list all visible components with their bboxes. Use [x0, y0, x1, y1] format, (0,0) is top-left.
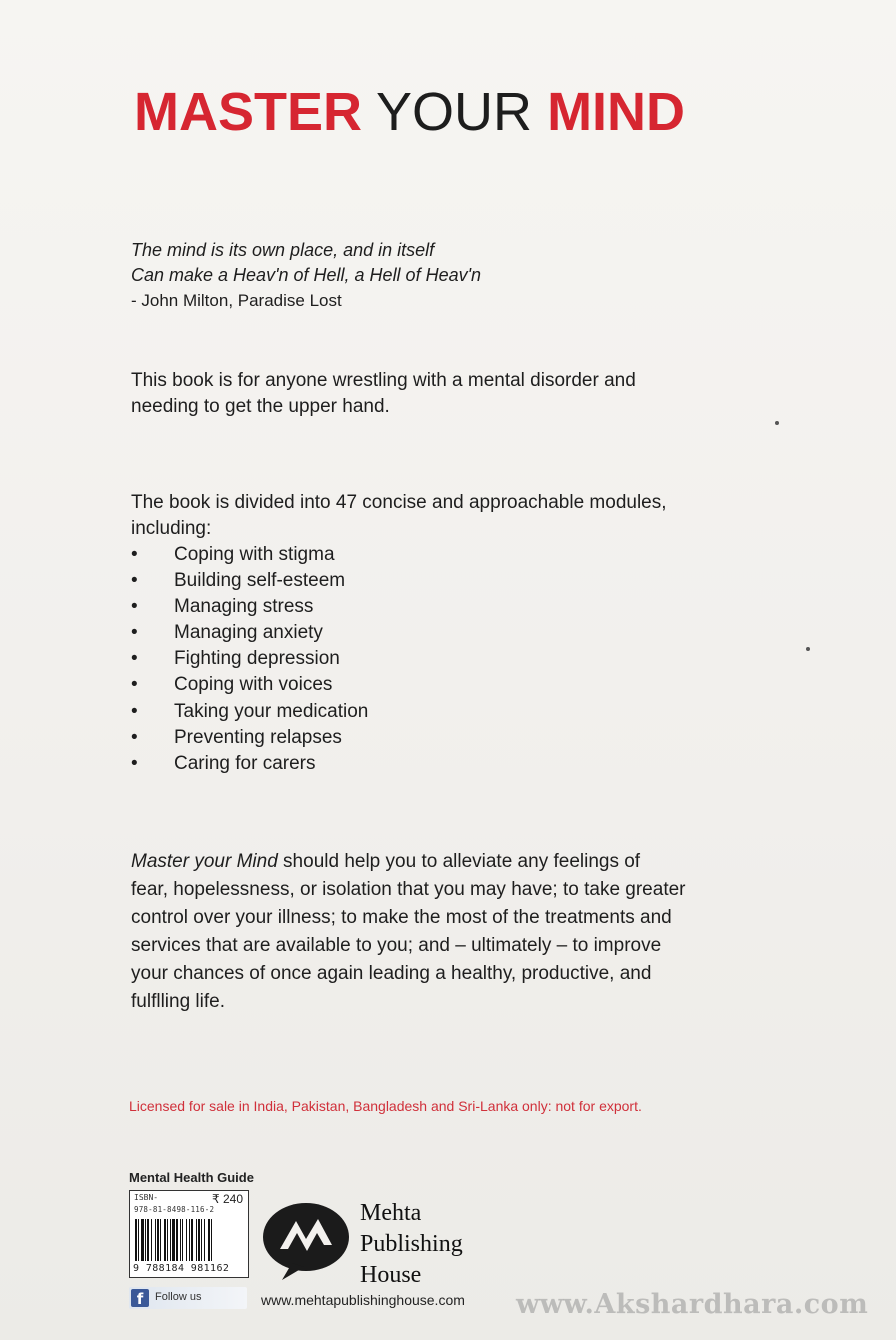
modules-lead-1: The book is divided into 47 concise and approachable modules, — [131, 492, 667, 513]
license-notice: Licensed for sale in India, Pakistan, Bangladesh and Sri-Lanka only: not for export. — [129, 1098, 642, 1114]
title-word-mind: MIND — [547, 82, 686, 142]
title-word-your: YOUR — [376, 82, 533, 142]
epigraph — [131, 238, 481, 313]
list-item: • Taking your medication — [131, 699, 771, 725]
closing-paragraph: Master your Mind should help you to alleviate any feelings of fear, hopelessness, or isolation that you may have; to take greater control over your illness; to make the most of the treatments and services that are available to you; and – ultimately – to improve your chances of once again leading a healthy, productive, and fulflling life. — [131, 851, 686, 1012]
quote-line-2: Can make a Heav'n of Hell, a Hell of Heav'n — [131, 265, 482, 285]
publisher-name: Mehta Publishing House — [360, 1200, 463, 1288]
list-item: • Fighting depression — [131, 646, 771, 672]
bullet: • — [131, 700, 138, 722]
isbn-label: ISBN- — [134, 1193, 159, 1202]
price-label: ₹ 240 — [212, 1192, 243, 1206]
series-label: Mental Health Guide — [129, 1170, 254, 1185]
modules-lead-2: including: — [131, 518, 212, 539]
facebook-follow-button[interactable] — [129, 1287, 247, 1309]
bullet: • — [131, 726, 138, 748]
list-item: • Managing anxiety — [131, 620, 771, 646]
bullet: • — [131, 596, 138, 618]
list-item: • Coping with voices — [131, 672, 771, 698]
bullet: • — [131, 622, 138, 644]
bullet: • — [131, 544, 138, 565]
intro-line-2: needing to get the upper hand. — [131, 396, 390, 417]
bullet: • — [131, 674, 138, 696]
follow-label: Follow us — [155, 1291, 202, 1303]
intro-paragraph — [131, 368, 771, 420]
paper-speck — [775, 421, 779, 425]
barcode-bars — [135, 1219, 243, 1261]
bullet: • — [131, 648, 138, 670]
publisher-website-link[interactable]: www.mehtapublishinghouse.com — [261, 1292, 465, 1308]
book-title-emphasis: Master your Mind — [131, 851, 278, 872]
bullet: • — [131, 570, 138, 592]
watermark: www.Akshardhara.com — [516, 1289, 869, 1320]
modules-section — [131, 490, 771, 777]
intro-line-1: This book is for anyone wrestling with a mental disorder and — [131, 370, 636, 391]
publisher-logo-icon — [262, 1201, 350, 1281]
quote-line-1: The mind is its own place, and in itself — [131, 240, 435, 260]
list-item: • Coping with stigma — [131, 542, 771, 568]
paper-speck — [806, 647, 810, 651]
isbn-number: 978-81-8498-116-2 — [134, 1205, 215, 1214]
quote-attribution: - John Milton, Paradise Lost — [131, 291, 342, 310]
title-word-master: MASTER — [134, 82, 362, 142]
list-item: • Preventing relapses — [131, 725, 771, 751]
cover-title — [134, 82, 685, 142]
list-item: • Caring for carers — [131, 751, 771, 777]
list-item: • Building self-esteem — [131, 568, 771, 594]
isbn-barcode — [129, 1190, 249, 1278]
modules-list — [131, 542, 771, 777]
facebook-icon: f — [131, 1289, 149, 1307]
barcode-digits: 9 788184 981162 — [133, 1263, 230, 1274]
list-item: • Managing stress — [131, 594, 771, 620]
bullet: • — [131, 752, 138, 774]
